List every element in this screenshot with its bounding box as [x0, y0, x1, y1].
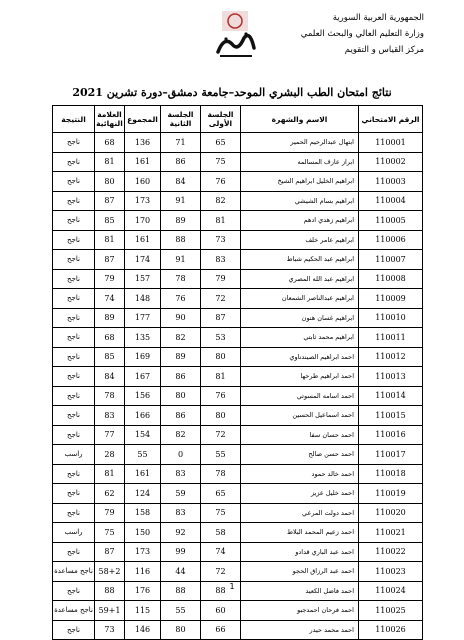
table-row [53, 289, 423, 309]
cell-total: 157 [125, 269, 161, 289]
cell-session2: 76 [161, 289, 201, 309]
cell-session2: 86 [161, 406, 201, 426]
cell-id: 110019 [359, 484, 423, 504]
cell-total: 161 [125, 152, 161, 172]
ministry-logo [212, 8, 260, 60]
cell-name: ابراهيم عامر خلف [241, 230, 359, 250]
cell-session2: 83 [161, 503, 201, 523]
cell-final: 59+1 [95, 601, 125, 621]
cell-total: 158 [125, 503, 161, 523]
cell-name: احمد خالد حمود [241, 464, 359, 484]
table-row [53, 347, 423, 367]
cell-session1: 72 [201, 562, 241, 582]
cell-result: راسب [53, 445, 95, 465]
cell-name: احمد ابراهيم طرحها [241, 367, 359, 387]
table-row [53, 406, 423, 426]
cell-session2: 83 [161, 464, 201, 484]
cell-session2: 88 [161, 581, 201, 601]
cell-name: ابراهيم عبد الحكيم شباط [241, 250, 359, 270]
cell-session1: 55 [201, 445, 241, 465]
table-body [53, 133, 423, 640]
table-row [53, 230, 423, 250]
col-header-total: المجموع [125, 106, 161, 133]
cell-total: 161 [125, 464, 161, 484]
cell-final: 74 [95, 289, 125, 309]
cell-name: ابراهيم عبد الله المصري [241, 269, 359, 289]
table-row [53, 191, 423, 211]
cell-name: احمد فرحان احمدجبو [241, 601, 359, 621]
cell-result: ناجح [53, 172, 95, 192]
cell-total: 136 [125, 133, 161, 153]
page-number: 1 [229, 582, 235, 591]
cell-id: 110022 [359, 542, 423, 562]
table-row [53, 172, 423, 192]
table-row [53, 328, 423, 348]
cell-session1: 74 [201, 542, 241, 562]
cell-session2: 55 [161, 601, 201, 621]
table-row [53, 601, 423, 621]
cell-total: 148 [125, 289, 161, 309]
table-row [53, 523, 423, 543]
cell-session1: 83 [201, 250, 241, 270]
cell-id: 110018 [359, 464, 423, 484]
cell-id: 110017 [359, 445, 423, 465]
cell-final: 79 [95, 503, 125, 523]
table-row [53, 152, 423, 172]
cell-session1: 72 [201, 425, 241, 445]
cell-result: ناجح [53, 464, 95, 484]
cell-id: 110026 [359, 620, 423, 640]
cell-session2: 91 [161, 191, 201, 211]
cell-name: احمد ابراهيم الصيندناوي [241, 347, 359, 367]
cell-total: 167 [125, 367, 161, 387]
cell-session2: 82 [161, 328, 201, 348]
cell-session2: 88 [161, 230, 201, 250]
cell-name: ابراهيم بسام الشيشي [241, 191, 359, 211]
cell-name: ابراهيم عبدالناصر الشمعان [241, 289, 359, 309]
cell-final: 89 [95, 308, 125, 328]
cell-id: 110023 [359, 562, 423, 582]
cell-final: 87 [95, 542, 125, 562]
cell-total: 169 [125, 347, 161, 367]
cell-result: ناجح [53, 250, 95, 270]
cell-session1: 73 [201, 230, 241, 250]
cell-final: 77 [95, 425, 125, 445]
table-row [53, 484, 423, 504]
cell-name: احمد فاضل الكعيد [241, 581, 359, 601]
col-header-id: الرقم الامتحاني [359, 106, 423, 133]
cell-name: ابراهيم محمد ثابتي [241, 328, 359, 348]
cell-name: احمد اسماعيل الحسين [241, 406, 359, 426]
cell-final: 28 [95, 445, 125, 465]
cell-session2: 86 [161, 367, 201, 387]
cell-final: 58+2 [95, 562, 125, 582]
cell-result: ناجح [53, 503, 95, 523]
cell-session2: 71 [161, 133, 201, 153]
cell-name: احمد حسان سفا [241, 425, 359, 445]
cell-id: 110003 [359, 172, 423, 192]
cell-session2: 59 [161, 484, 201, 504]
cell-name: ابراهيم زهدي ادهم [241, 211, 359, 231]
header-line-1: الجمهورية العربية السورية [332, 13, 424, 23]
col-header-session1: الجلسة الأولى [201, 106, 241, 133]
cell-total: 135 [125, 328, 161, 348]
cell-id: 110020 [359, 503, 423, 523]
cell-result: ناجح [53, 289, 95, 309]
cell-final: 81 [95, 464, 125, 484]
cell-name: احمد عبد الرزاق الحجو [241, 562, 359, 582]
cell-session1: 75 [201, 503, 241, 523]
cell-name: احمد عبد الباري قدادو [241, 542, 359, 562]
cell-result: ناجح [53, 406, 95, 426]
cell-total: 174 [125, 250, 161, 270]
cell-id: 110021 [359, 523, 423, 543]
cell-final: 80 [95, 172, 125, 192]
cell-total: 150 [125, 523, 161, 543]
table-row [53, 542, 423, 562]
cell-session1: 88 [201, 581, 241, 601]
cell-result: ناجح [53, 152, 95, 172]
table-row [53, 620, 423, 640]
table-row [53, 133, 423, 153]
cell-id: 110015 [359, 406, 423, 426]
cell-name: احمد خليل عزيز [241, 484, 359, 504]
cell-id: 110025 [359, 601, 423, 621]
cell-total: 176 [125, 581, 161, 601]
col-header-final: العلامة النهائية [95, 106, 125, 133]
cell-final: 87 [95, 250, 125, 270]
cell-result: ناجح [53, 347, 95, 367]
cell-result: ناجح [53, 133, 95, 153]
cell-session1: 80 [201, 347, 241, 367]
cell-final: 85 [95, 347, 125, 367]
cell-session1: 65 [201, 484, 241, 504]
table-row [53, 211, 423, 231]
cell-final: 62 [95, 484, 125, 504]
cell-final: 81 [95, 152, 125, 172]
cell-result: ناجح [53, 386, 95, 406]
cell-final: 88 [95, 581, 125, 601]
cell-session2: 44 [161, 562, 201, 582]
cell-session1: 75 [201, 152, 241, 172]
cell-final: 81 [95, 230, 125, 250]
cell-result: ناجح [53, 425, 95, 445]
cell-result: ناجح [53, 230, 95, 250]
table-row [53, 445, 423, 465]
cell-session1: 81 [201, 367, 241, 387]
cell-final: 84 [95, 367, 125, 387]
cell-id: 110007 [359, 250, 423, 270]
cell-session2: 92 [161, 523, 201, 543]
col-header-session2: الجلسة الثانية [161, 106, 201, 133]
cell-result: ناجح [53, 542, 95, 562]
cell-id: 110001 [359, 133, 423, 153]
table-row [53, 464, 423, 484]
cell-final: 78 [95, 386, 125, 406]
cell-session1: 78 [201, 464, 241, 484]
cell-session2: 78 [161, 269, 201, 289]
cell-name: احمد حسن صالح [241, 445, 359, 465]
cell-session2: 90 [161, 308, 201, 328]
cell-result: ناجح [53, 308, 95, 328]
cell-result: ناجح مساعدة [53, 601, 95, 621]
header-line-2: وزارة التعليم العالي والبحث العلمي [300, 29, 424, 39]
cell-id: 110009 [359, 289, 423, 309]
ministry-header [274, 10, 424, 58]
cell-total: 173 [125, 191, 161, 211]
cell-total: 160 [125, 172, 161, 192]
cell-id: 110024 [359, 581, 423, 601]
cell-session1: 80 [201, 406, 241, 426]
cell-total: 156 [125, 386, 161, 406]
cell-name: ابراهيم الخليل ابراهيم الشيخ [241, 172, 359, 192]
cell-total: 166 [125, 406, 161, 426]
cell-session2: 99 [161, 542, 201, 562]
table-row [53, 503, 423, 523]
cell-session1: 76 [201, 386, 241, 406]
table-row [53, 250, 423, 270]
cell-final: 87 [95, 191, 125, 211]
cell-id: 110013 [359, 367, 423, 387]
cell-result: راسب [53, 523, 95, 543]
cell-final: 73 [95, 620, 125, 640]
cell-name: احمد دولت المرعي [241, 503, 359, 523]
cell-id: 110006 [359, 230, 423, 250]
cell-result: ناجح [53, 191, 95, 211]
cell-session1: 81 [201, 211, 241, 231]
cell-session1: 76 [201, 172, 241, 192]
cell-session2: 84 [161, 172, 201, 192]
cell-name: احمد زعيم المحمد البلاط [241, 523, 359, 543]
cell-id: 110005 [359, 211, 423, 231]
cell-total: 116 [125, 562, 161, 582]
header-line-3: مركز القياس و التقويم [344, 45, 424, 55]
cell-id: 110016 [359, 425, 423, 445]
cell-session2: 0 [161, 445, 201, 465]
cell-result: ناجح [53, 328, 95, 348]
cell-final: 85 [95, 211, 125, 231]
cell-total: 124 [125, 484, 161, 504]
cell-session2: 80 [161, 386, 201, 406]
cell-id: 110010 [359, 308, 423, 328]
cell-total: 173 [125, 542, 161, 562]
cell-name: احمد اسامه المسوتي [241, 386, 359, 406]
cell-result: ناجح [53, 269, 95, 289]
cell-session2: 91 [161, 250, 201, 270]
cell-total: 55 [125, 445, 161, 465]
cell-final: 83 [95, 406, 125, 426]
table-header-row [53, 106, 423, 133]
cell-total: 154 [125, 425, 161, 445]
cell-final: 68 [95, 133, 125, 153]
cell-result: ناجح [53, 620, 95, 640]
cell-name: احمد محمد حيدر [241, 620, 359, 640]
cell-final: 79 [95, 269, 125, 289]
col-header-name: الاسم والشهرة [241, 106, 359, 133]
cell-id: 110011 [359, 328, 423, 348]
table-row [53, 269, 423, 289]
cell-session1: 58 [201, 523, 241, 543]
page-title: نتائج امتحان الطب البشري الموحد–جامعة دمشق–دورة تشرين 2021 [72, 86, 392, 99]
cell-result: ناجح [53, 581, 95, 601]
cell-total: 161 [125, 230, 161, 250]
cell-session1: 65 [201, 133, 241, 153]
table-row [53, 386, 423, 406]
cell-total: 170 [125, 211, 161, 231]
cell-result: ناجح [53, 484, 95, 504]
cell-session1: 87 [201, 308, 241, 328]
cell-result: ناجح [53, 367, 95, 387]
cell-name: ابراز عارف المسالمه [241, 152, 359, 172]
table-row [53, 562, 423, 582]
cell-total: 115 [125, 601, 161, 621]
col-header-result: النتيجة [53, 106, 95, 133]
cell-session2: 89 [161, 211, 201, 231]
cell-result: ناجح [53, 211, 95, 231]
cell-id: 110012 [359, 347, 423, 367]
cell-name: ابراهيم غسان هنون [241, 308, 359, 328]
cell-session2: 86 [161, 152, 201, 172]
cell-session1: 82 [201, 191, 241, 211]
cell-id: 110008 [359, 269, 423, 289]
results-table [52, 105, 423, 640]
cell-id: 110014 [359, 386, 423, 406]
cell-name: ابتهال عبدالرحيم الحمير [241, 133, 359, 153]
cell-id: 110004 [359, 191, 423, 211]
cell-total: 146 [125, 620, 161, 640]
cell-session2: 89 [161, 347, 201, 367]
cell-total: 177 [125, 308, 161, 328]
cell-session2: 82 [161, 425, 201, 445]
cell-session1: 60 [201, 601, 241, 621]
cell-session2: 80 [161, 620, 201, 640]
table-row [53, 425, 423, 445]
cell-session1: 72 [201, 289, 241, 309]
cell-id: 110002 [359, 152, 423, 172]
cell-final: 75 [95, 523, 125, 543]
cell-session1: 79 [201, 269, 241, 289]
cell-session1: 53 [201, 328, 241, 348]
cell-final: 68 [95, 328, 125, 348]
table-row [53, 367, 423, 387]
cell-session1: 66 [201, 620, 241, 640]
cell-result: ناجح مساعدة [53, 562, 95, 582]
table-row [53, 308, 423, 328]
